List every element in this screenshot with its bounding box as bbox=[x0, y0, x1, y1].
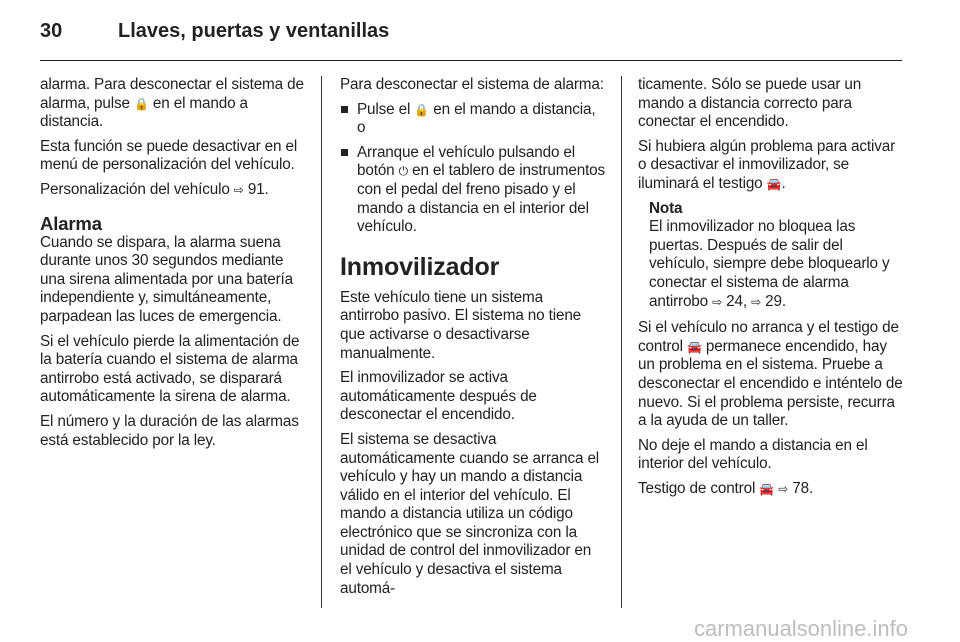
page-reference[interactable]: 91. bbox=[247, 180, 269, 198]
paragraph: No deje el mando a distancia en el interior del vehículo. bbox=[638, 436, 868, 473]
bullet-square-icon bbox=[341, 149, 348, 156]
car-lock-warning-icon: 🚘 bbox=[766, 176, 782, 191]
section-heading-inmovilizador: Inmovilizador bbox=[340, 252, 500, 281]
note-title: Nota bbox=[649, 199, 683, 217]
paragraph: ticamente. Sólo se puede usar un mando a distancia correcto para conectar el encendido. bbox=[638, 76, 862, 131]
page-reference[interactable]: 29. bbox=[765, 292, 786, 310]
note-box bbox=[638, 200, 904, 312]
lock-icon: 🔒 bbox=[414, 102, 430, 117]
cross-reference-icon: ⇨ bbox=[751, 294, 761, 309]
power-button-icon: ⏻ bbox=[398, 164, 408, 179]
page-reference[interactable]: 78. bbox=[792, 479, 814, 497]
lock-icon: 🔒 bbox=[134, 96, 149, 111]
paragraph: Testigo de control 🚘 ⇨ 78. bbox=[638, 479, 814, 497]
watermark: carmanualsonline.info bbox=[693, 616, 908, 641]
cross-reference-icon: ⇨ bbox=[233, 182, 244, 197]
column-2 bbox=[340, 76, 606, 604]
page-number: 30 bbox=[40, 20, 63, 42]
page-reference[interactable]: 24, bbox=[726, 292, 747, 310]
paragraph: El número y la duración de las alarmas está establecido por la ley. bbox=[40, 412, 299, 449]
cross-reference-icon: ⇨ bbox=[778, 481, 789, 496]
list-item: Pulse el 🔒 en el mando a distancia, o bbox=[340, 101, 606, 138]
paragraph: Para desconectar el sistema de alarma: bbox=[340, 76, 604, 93]
cross-reference-icon: ⇨ bbox=[712, 294, 723, 309]
note-text: El inmovilizador no bloquea las puertas. Después de salir del vehículo, siempre debe bloquearlo y conectar el sistema de alarma antirrobo ⇨ 24, ⇨ 29. bbox=[649, 218, 890, 310]
paragraph: Esta función se puede desactivar en el menú de personalización del vehículo. bbox=[40, 137, 298, 174]
car-lock-warning-icon: 🚘 bbox=[759, 481, 775, 496]
paragraph: alarma. Para desconectar el sistema de alarma, pulse 🔒 en el mando a distancia. bbox=[40, 76, 304, 131]
section-heading-alarma: Alarma bbox=[40, 212, 102, 234]
list-item: Arranque el vehículo pulsando el botón ⏻ en el tablero de instrumentos con el pedal del freno pisado y el mando a distancia en el interior del vehículo. bbox=[340, 144, 606, 237]
header-divider bbox=[40, 60, 902, 61]
chapter-title: Llaves, puertas y ventanillas bbox=[118, 20, 390, 42]
paragraph: Este vehículo tiene un sistema antirrobo pasivo. El sistema no tiene que activarse o desactivarse manualmente. bbox=[340, 288, 582, 362]
paragraph: Si hubiera algún problema para activar o desactivar el inmovilizador, se iluminará el testigo 🚘. bbox=[638, 137, 896, 192]
paragraph: El sistema se desactiva automáticamente cuando se arranca el vehículo y hay un mando a distancia válido en el interior del vehículo. El mando a distancia utiliza un código electrónico que se sincroniza con la unidad de control del inmovilizador en el vehículo y desactiva el sistema automá- bbox=[340, 430, 600, 597]
paragraph: Si el vehículo pierde la alimentación de la batería cuando el sistema de alarma antirrobo está activado, se disparará automáticamente la sirena de alarma. bbox=[40, 332, 300, 406]
column-divider-1 bbox=[321, 76, 322, 608]
paragraph: Cuando se dispara, la alarma suena durante unos 30 segundos mediante una sirena alimentada por una batería independiente y, simultáneamente, parpadean las luces de emergencia. bbox=[40, 233, 293, 325]
column-3 bbox=[638, 76, 904, 504]
column-divider-2 bbox=[621, 76, 622, 608]
paragraph: El inmovilizador se activa automáticamente después de desconectar el encendido. bbox=[340, 369, 537, 424]
column-1 bbox=[40, 76, 308, 456]
bullet-list bbox=[340, 101, 606, 237]
paragraph: Si el vehículo no arranca y el testigo de control 🚘 permanece encendido, hay un problema en el sistema. Pruebe a desconectar el encendido e inténtelo de nuevo. Si el problema persiste, recurra a la ayuda de un taller. bbox=[638, 319, 903, 430]
paragraph: Personalización del vehículo ⇨ 91. bbox=[40, 180, 269, 198]
car-lock-warning-icon: 🚘 bbox=[686, 339, 702, 354]
bullet-square-icon bbox=[341, 106, 348, 113]
